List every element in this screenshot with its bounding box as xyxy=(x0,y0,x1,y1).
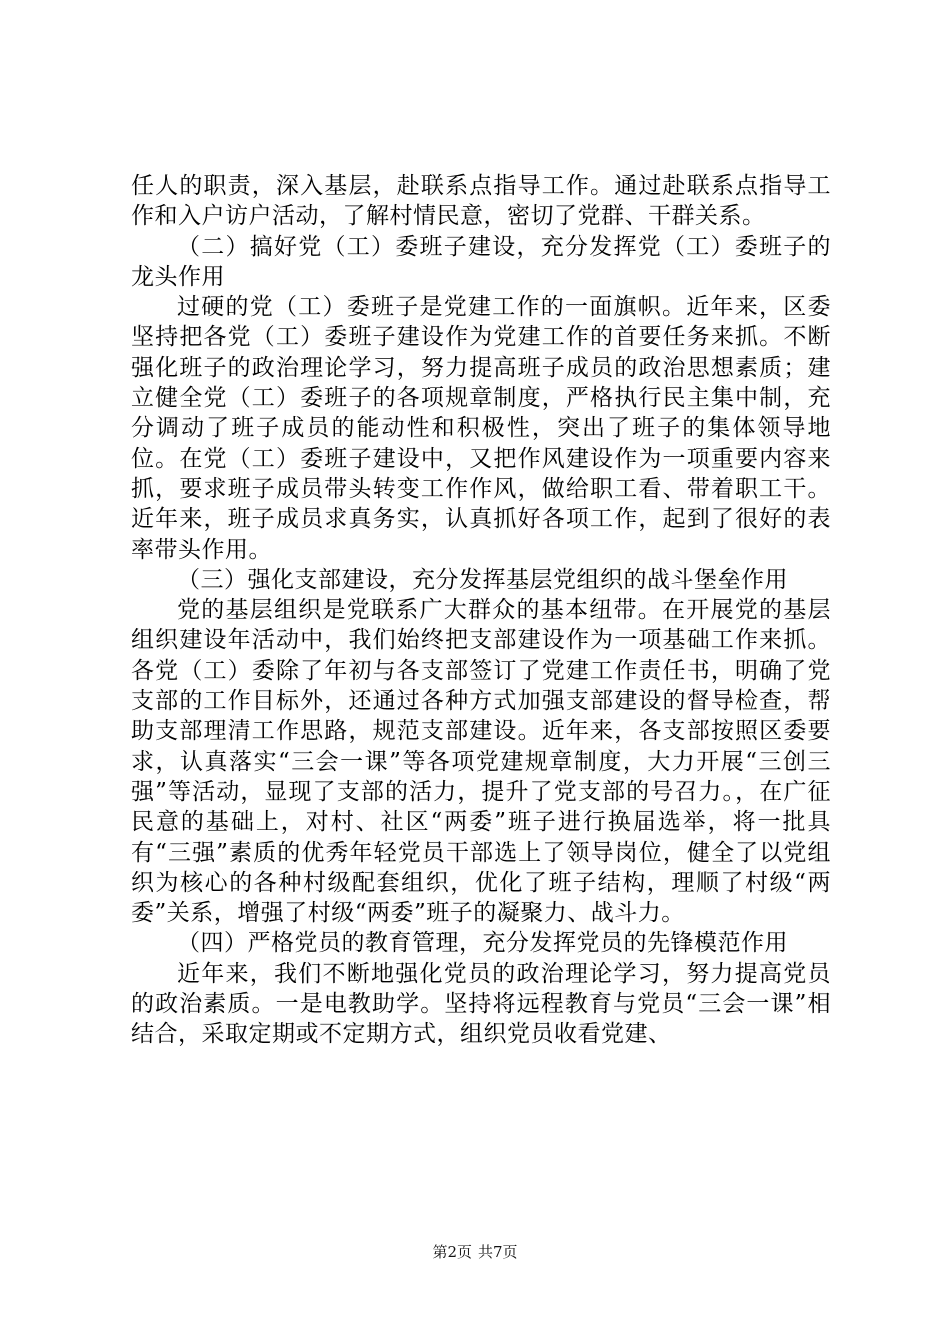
paragraph-continuation: 任人的职责，深入基层，赴联系点指导工作。通过赴联系点指导工作和入户访户活动，了解村情民意，密切了党群、干群关系。 xyxy=(131,173,831,230)
paragraph-member-education: 近年来，我们不断地强化党员的政治理论学习，努力提高党员的政治素质。一是电教助学。坚持将远程教育与党员“三会一课”相结合，采取定期或不定期方式，组织党员收看党建、 xyxy=(131,960,831,1048)
page-number: 第2页 xyxy=(432,1243,472,1261)
document-body xyxy=(131,171,831,1050)
section-heading-3: （三）强化支部建设，充分发挥基层党组织的战斗堡垒作用 xyxy=(177,566,788,593)
section-heading-4: （四）严格党员的教育管理，充分发挥党员的先锋模范作用 xyxy=(177,930,788,957)
section-heading-2: （二）搞好党（工）委班子建设，充分发挥党（工）委班子的龙头作用 xyxy=(131,233,831,290)
page-total: 共7页 xyxy=(478,1243,518,1261)
paragraph-party-committee: 过硬的党（工）委班子是党建工作的一面旗帜。近年来，区委坚持把各党（工）委班子建设作为党建工作的首要任务来抓。不断强化班子的政治理论学习，努力提高班子成员的政治思想素质；建立健全党（工）委班子的各项规章制度，严格执行民主集中制，充分调动了班子成员的能动性和积极性，突出了班子的集体领导地位。在党（工）委班子建设中，又把作风建设作为一项重要内容来抓，要求班子成员带头转变工作作风，做给职工看、带着职工干。近年来，班子成员求真务实，认真抓好各项工作，起到了很好的表率带头作用。 xyxy=(131,294,831,563)
page-footer xyxy=(0,1242,950,1262)
paragraph-branch-building: 党的基层组织是党联系广大群众的基本纽带。在开展党的基层组织建设年活动中，我们始终把支部建设作为一项基础工作来抓。各党（工）委除了年初与各支部签订了党建工作责任书，明确了党支部的工作目标外，还通过各种方式加强支部建设的督导检查，帮助支部理清工作思路，规范支部建设。近年来，各支部按照区委要求，认真落实“三会一课”等各项党建规章制度，大力开展“三创三强”等活动，显现了支部的活力，提升了党支部的号召力。，在广征民意的基础上，对村、社区“两委”班子进行换届选举，将一批具有“三强”素质的优秀年轻党员干部选上了领导岗位，健全了以党组织为核心的各种村级配套组织，优化了班子结构，理顺了村级“两委”关系，增强了村级“两委”班子的凝聚力、战斗力。 xyxy=(131,597,831,927)
